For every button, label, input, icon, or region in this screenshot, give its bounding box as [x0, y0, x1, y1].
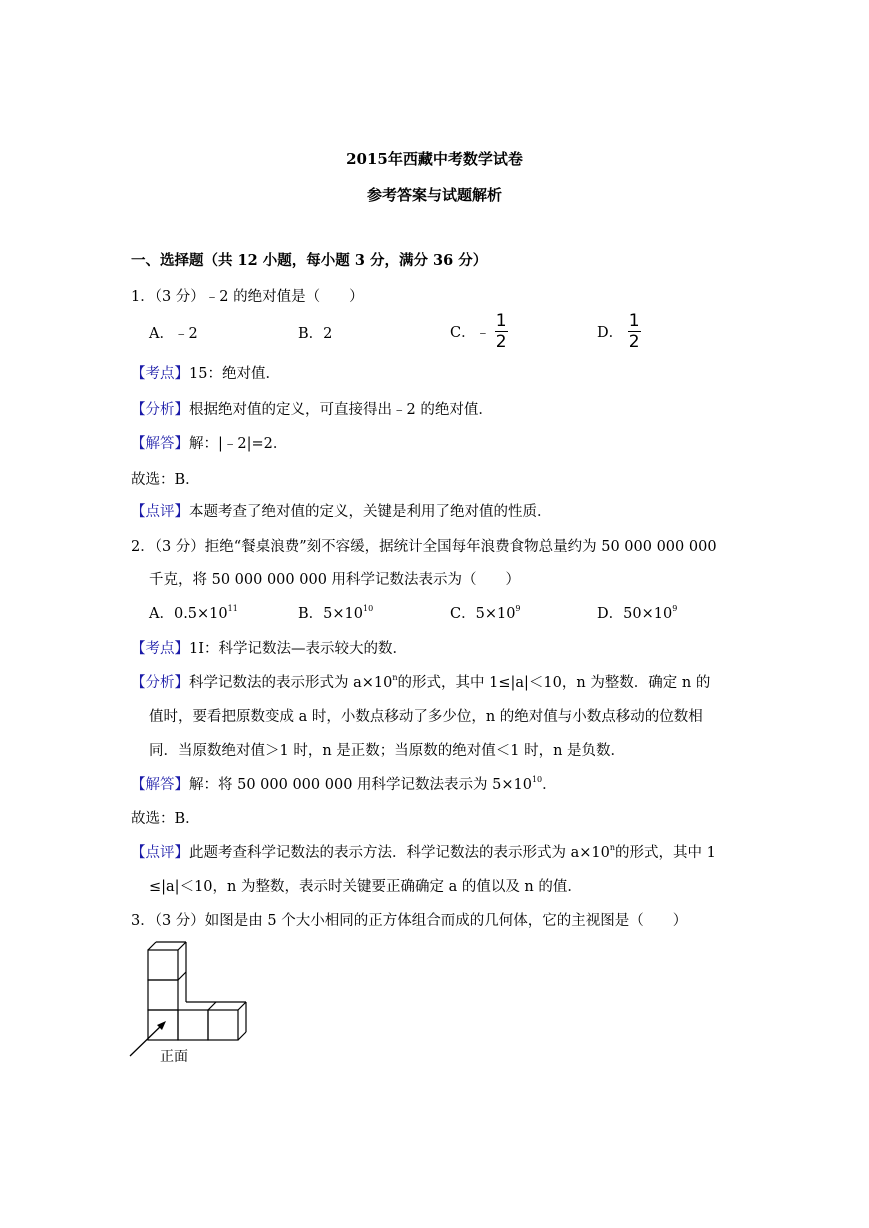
option-exponent: 10	[362, 604, 374, 613]
jieda-tag: 【解答】	[131, 436, 189, 452]
option-exponent: 9	[672, 604, 678, 613]
q2-dianping-line1	[131, 841, 716, 862]
jieda-text: ．	[542, 777, 557, 793]
fraction-numerator: 1	[495, 311, 507, 331]
document-subtitle: 参考答案与试题解析	[366, 186, 502, 204]
q2-fenxi-line1	[131, 671, 710, 692]
q2-stem-line1: 2．（3 分）拒绝“餐桌浪费”刻不容缓，据统计全国每年浪费食物总量约为 50 000 000 000	[131, 539, 717, 555]
cube-figure	[124, 938, 254, 1077]
dianping-tag: 【点评】	[131, 845, 189, 861]
dianping-text: 此题考查科学记数法的表示方法．科学记数法的表示形式为 a×10	[189, 845, 610, 861]
dianping-text: 的形式，其中 1	[615, 845, 716, 861]
q2-jieda	[131, 773, 557, 794]
fenxi-tag: 【分析】	[131, 402, 189, 418]
fraction-half	[495, 312, 508, 351]
q1-option-b: B．2	[298, 326, 333, 342]
q1-option-a: A．﹣2	[149, 326, 198, 342]
option-exponent: 11	[227, 604, 238, 613]
q1-fenxi	[131, 398, 493, 419]
q1-dianping	[131, 500, 552, 521]
fraction-denominator: 2	[495, 332, 507, 352]
q2-answer: 故选：B．	[131, 811, 200, 827]
q2-option-d	[597, 602, 677, 623]
kaodian-tag: 【考点】	[131, 641, 189, 657]
fenxi-tag: 【分析】	[131, 675, 189, 691]
q1-option-c	[450, 312, 508, 351]
exponent: 10	[531, 775, 543, 784]
figure-label: 正面	[160, 1049, 188, 1065]
q2-fenxi-line3: 同．当原数绝对值＞1 时，n 是正数；当原数的绝对值＜1 时，n 是负数．	[149, 743, 626, 759]
q2-option-c	[450, 602, 521, 623]
jieda-text: 解：|﹣2|=2．	[189, 436, 288, 452]
fraction-numerator: 1	[628, 311, 640, 331]
cube-drawing	[124, 938, 254, 1073]
kaodian-text: 1I：科学记数法—表示较大的数．	[189, 641, 407, 657]
jieda-text: 解：将 50 000 000 000 用科学记数法表示为 5×10	[189, 777, 532, 793]
jieda-tag: 【解答】	[131, 777, 189, 793]
q2-kaodian	[131, 637, 407, 658]
option-base: A．0.5×10	[149, 606, 228, 622]
kaodian-text: 15：绝对值．	[189, 366, 280, 382]
exponent: n	[392, 673, 398, 682]
kaodian-tag: 【考点】	[131, 366, 189, 382]
dianping-tag: 【点评】	[131, 504, 189, 520]
fenxi-text: 科学记数法的表示形式为 a×10	[189, 675, 393, 691]
section-heading: 一、选择题（共 12 小题，每小题 3 分，满分 36 分）	[131, 252, 488, 269]
q3-stem: 3．（3 分）如图是由 5 个大小相同的正方体组合而成的几何体，它的主视图是（ ）	[131, 913, 688, 929]
q1-answer: 故选：B．	[131, 472, 200, 488]
q1-stem: 1．（3 分）﹣2 的绝对值是（ ）	[131, 289, 364, 305]
fraction-half	[628, 312, 641, 351]
q2-stem-line2: 千克，将 50 000 000 000 用科学记数法表示为（ ）	[149, 572, 521, 588]
q2-dianping-line2: ≤|a|＜10，n 为整数，表示时关键要正确确定 a 的值以及 n 的值．	[149, 879, 582, 895]
option-exponent: 9	[515, 604, 521, 613]
option-base: B．5×10	[298, 606, 363, 622]
q1-kaodian	[131, 362, 280, 383]
option-base: D．50×10	[597, 606, 673, 622]
fraction-denominator: 2	[628, 332, 640, 352]
q2-fenxi-line2: 值时，要看把原数变成 a 时，小数点移动了多少位，n 的绝对值与小数点移动的位数相	[149, 709, 703, 725]
exponent: n	[609, 843, 616, 852]
fenxi-text: 根据绝对值的定义，可直接得出﹣2 的绝对值．	[189, 402, 493, 418]
q1-jieda	[131, 432, 287, 453]
q2-option-a	[149, 602, 238, 623]
fenxi-text: 的形式，其中 1≤|a|＜10，n 为整数．确定 n 的	[397, 675, 711, 691]
q2-option-b	[298, 602, 373, 623]
q1-option-c-prefix: C．﹣	[450, 325, 491, 341]
document-title: 2015年西藏中考数学试卷	[346, 150, 523, 168]
q1-option-d-prefix: D．	[597, 325, 624, 341]
q1-option-d	[597, 312, 641, 351]
dianping-text: 本题考查了绝对值的定义，关键是利用了绝对值的性质．	[189, 504, 552, 520]
option-base: C．5×10	[450, 606, 516, 622]
